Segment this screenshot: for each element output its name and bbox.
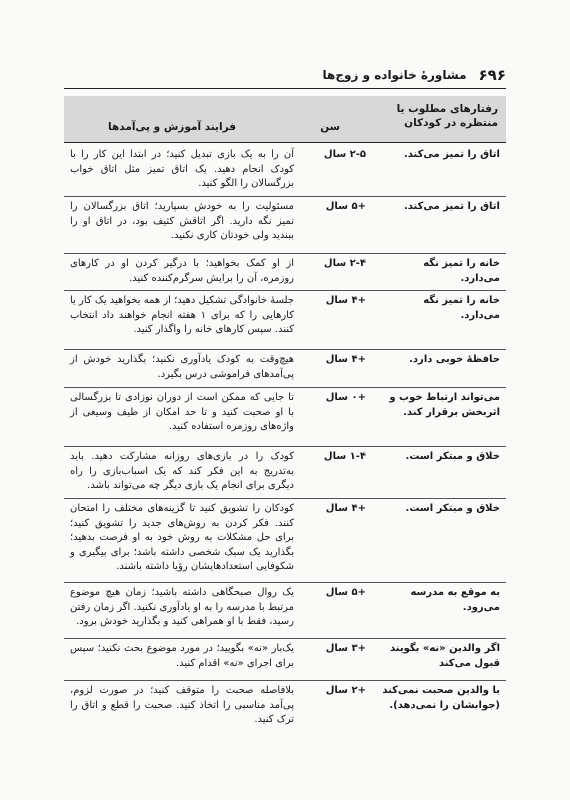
age-cell: +۴ سال: [325, 354, 366, 365]
table-row: [64, 680, 506, 724]
age-cell: ۲-۴ سال: [323, 258, 366, 269]
process-cell: کودکان را تشویق کنید تا گزینه‌های مختلف را امتحان کنند. فکر کردن به روش‌های جدید را تشویق کنید؛ برای حل مشکلات به روش خود به او فرصت بدهید؛ بگذارید یک سبک شخصی داشته باشد؛ برای بیگیری و شکوفایی استعدادهایشان رؤیا داشته باشند.: [70, 503, 294, 572]
age-cell: +۴ سال: [325, 503, 366, 514]
process-cell: هیچ‌وقت به کودک یادآوری نکنید؛ بگذارید خودش از پی‌آمدهای فراموشی درس بگیرد.: [70, 354, 294, 380]
table-row: [64, 253, 506, 291]
process-cell: آن را به یک بازی تبدیل کنید؛ در ابتدا این کار را با کودک انجام دهید. یک اتاق تمیز مثل اتاق خواب بزرگسالان را الگو کنید.: [70, 149, 294, 189]
behavior-cell: اتاق را تمیز می‌کند.: [403, 149, 500, 160]
age-cell: ۱-۴ سال: [323, 451, 366, 462]
behavior-cell: اگر والدین «نه» بگویند قبول می‌کند: [389, 643, 500, 669]
table-row: [64, 349, 506, 388]
behavior-cell: خلاق و مبتکر است.: [405, 503, 500, 514]
process-cell: بلافاصله صحبت را متوقف کنید؛ در صورت لزوم، پی‌آمد مناسبی را اتخاذ کنید. صحبت را قطع و اتاق را ترک کنید.: [70, 685, 294, 725]
age-cell: +۵ سال: [325, 587, 366, 598]
age-cell: +۵ سال: [325, 201, 366, 212]
age-cell: ۲-۵ سال: [323, 149, 366, 160]
table-row: [64, 446, 506, 499]
table-row: [64, 387, 506, 447]
table-header: [64, 96, 506, 143]
behavior-cell: حافظهٔ خوبی دارد.: [409, 354, 500, 365]
process-cell: از او کمک بخواهید؛ با درگیر کردن او در کارهای روزمره، آن را برایش سرگرم‌کننده کنید.: [70, 258, 294, 284]
table-row: [64, 144, 506, 197]
table-row: [64, 498, 506, 583]
header-rule: [64, 88, 506, 89]
behavior-cell: اتاق را تمیز می‌کند.: [403, 201, 500, 212]
age-cell: +۰ سال: [325, 392, 366, 403]
behavior-cell: خانه را تمیز نگه می‌دارد.: [423, 295, 500, 321]
table-row: [64, 638, 506, 681]
process-cell: جلسهٔ خانوادگی تشکیل دهید؛ از همه بخواهید یک کار یا کارهایی را که برای ۱ هفته انجام خواهند داد انتخاب کنند. سپس کارهای خانه را واگذار کنید.: [70, 295, 294, 335]
table-row: [64, 582, 506, 639]
age-cell: +۲ سال: [325, 685, 366, 696]
page-number: ۶۹۶: [478, 66, 506, 84]
header-age: سن: [320, 121, 340, 133]
age-cell: +۳ سال: [325, 643, 366, 654]
page-header: [64, 64, 506, 86]
behavior-cell: خانه را تمیز نگه می‌دارد.: [423, 258, 500, 284]
process-cell: یک‌بار «نه» بگویید؛ در مورد موضوع بحث نکنید؛ سپس برای اجرای «نه» اقدام کنید.: [70, 643, 294, 669]
behavior-cell: می‌تواند ارتباط خوب و اثربخش برقرار کند.: [389, 392, 500, 418]
table-row: [64, 196, 506, 254]
table-row: [64, 290, 506, 350]
behavior-cell: به موقع به مدرسه می‌رود.: [410, 587, 500, 613]
process-cell: یک روال صبحگاهی داشته باشید؛ زمان هیچ موضوع مرتبط با مدرسه را به او یادآوری نکنید. اگر زمان رفتن رسید، فقط با او همراهی کنید و بگذارید خودش برود.: [70, 587, 294, 627]
running-title: مشاورهٔ خانواده و زوج‌ها: [322, 68, 467, 82]
process-cell: تا جایی که ممکن است از دوران نوزادی تا بزرگسالی با او صحبت کنید و تا حد امکان از طیف وسیعی از واژه‌های روزمره استفاده کنید.: [70, 392, 294, 432]
process-cell: مسئولیت را به خودش بسپارید؛ اتاق بزرگسالان را تمیز نگه دارید. اگر اتاقش کثیف بود، در اتاق او را ببندید ولی خودتان کاری نکنید.: [70, 201, 294, 241]
header-behavior: رفتارهای مطلوب یا منتظره در کودکان: [396, 103, 498, 129]
process-cell: کودک را در بازی‌های روزانه مشارکت دهید. باید به‌تدریج به این فکر کند که یک اسباب‌بازی را راه دیگری برای انجام یک بازی دیگر چه می‌تواند باشد.: [70, 451, 294, 491]
behavior-cell: خلاق و مبتکر است.: [405, 451, 500, 462]
behavior-cell: با والدین صحبت نمی‌کند (جوابشان را نمی‌دهد).: [382, 685, 500, 711]
age-cell: +۴ سال: [325, 295, 366, 306]
header-process: فرایند آموزش و پی‌آمدها: [108, 121, 236, 133]
